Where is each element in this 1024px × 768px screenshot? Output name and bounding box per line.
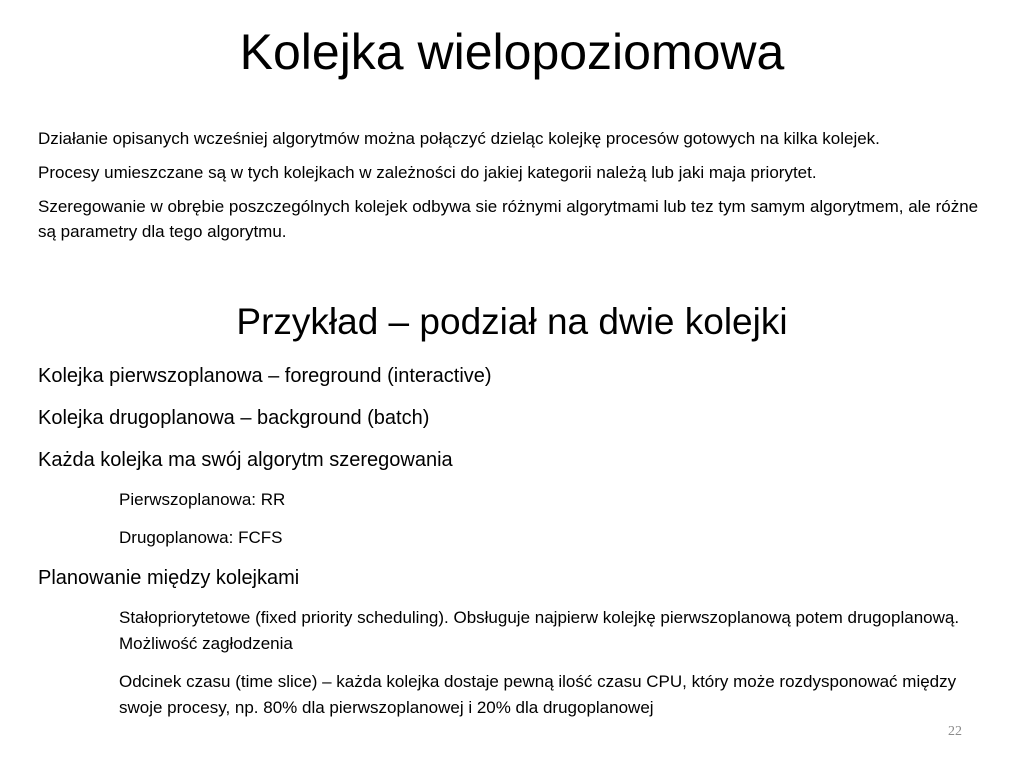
intro-paragraph: Szeregowanie w obrębie poszczególnych kolejek odbywa sie różnymi algorytmami lub tez tym samym algorytmem, ale różne są parametry dla tego algorytmu. <box>38 197 979 241</box>
list-item-background: Kolejka drugoplanowa – background (batch) <box>38 407 430 429</box>
intro-paragraphs <box>38 126 998 253</box>
intro-paragraph: Procesy umieszczane są w tych kolejkach w zależności do jakiej kategorii należą lub jaki maja priorytet. <box>38 163 817 182</box>
slide-title: Kolejka wielopoziomowa <box>239 24 785 80</box>
list-item-scheduling-between: Planowanie między kolejkami <box>38 567 300 589</box>
list-item-foreground: Kolejka pierwszoplanowa – foreground (interactive) <box>38 365 492 387</box>
list-item-own-algorithm: Każda kolejka ma swój algorytm szeregowania <box>38 449 453 471</box>
sublist-item-time-slice: Odcinek czasu (time slice) – każda kolejka dostaje pewną ilość czasu CPU, który może rozdysponować między swoje procesy, np. 80% dla pierwszoplanowej i 20% dla drugoplanowej <box>119 672 957 717</box>
sublist-item-bg-algo: Drugoplanowa: FCFS <box>119 528 283 547</box>
example-list <box>38 361 988 733</box>
page-number: 22 <box>948 724 962 739</box>
intro-paragraph: Działanie opisanych wcześniej algorytmów można połączyć dzieląc kolejkę procesów gotowych na kilka kolejek. <box>38 129 880 148</box>
sublist-item-fg-algo: Pierwszoplanowa: RR <box>119 490 286 509</box>
slide-subtitle: Przykład – podział na dwie kolejki <box>236 301 788 342</box>
sublist-item-fixed-priority: Stałopriorytetowe (fixed priority scheduling). Obsługuje najpierw kolejkę pierwszoplanową potem drugoplanową. Możliwość zagłodzenia <box>119 608 960 653</box>
